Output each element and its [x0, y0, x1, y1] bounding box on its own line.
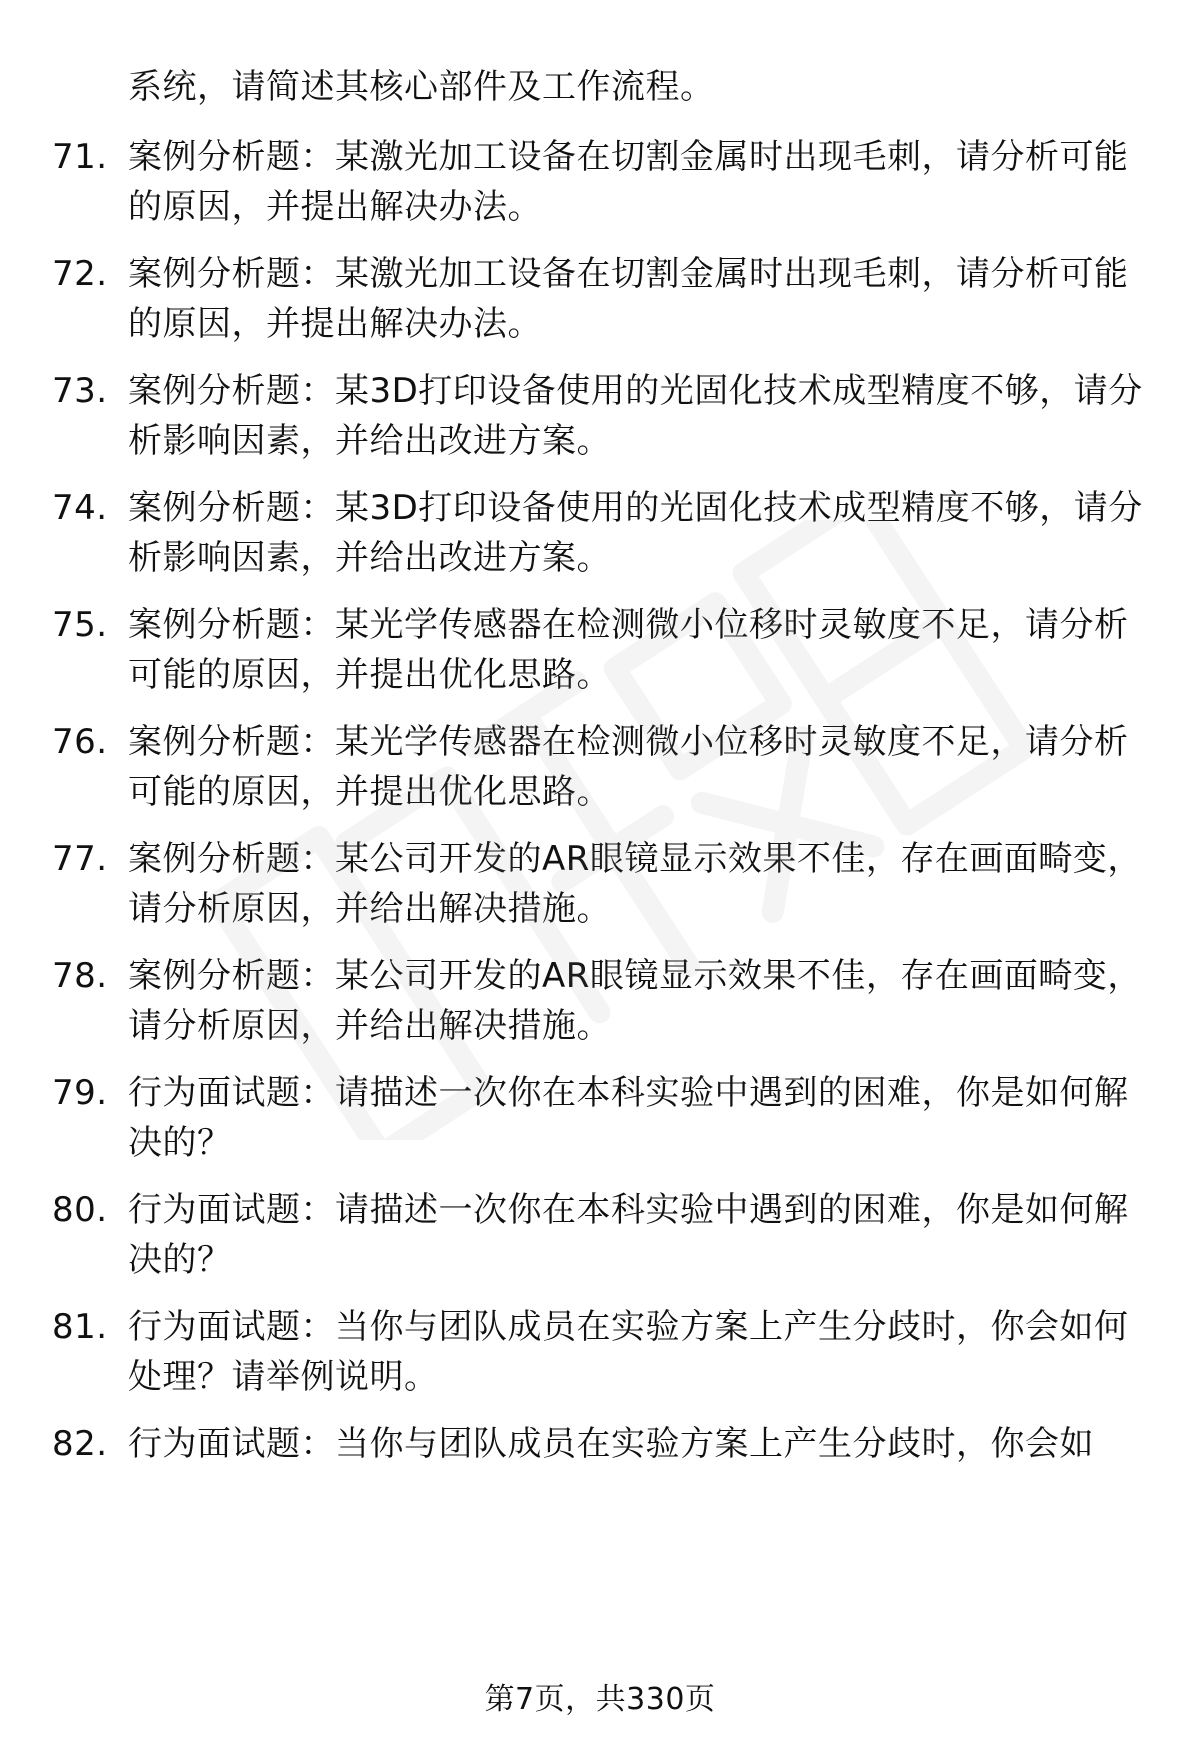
question-text: 案例分析题：某光学传感器在检测微小位移时灵敏度不足，请分析可能的原因，并提出优化思路。 — [128, 722, 1129, 812]
question-text: 案例分析题：某激光加工设备在切割金属时出现毛刺，请分析可能的原因，并提出解决办法。 — [128, 137, 1129, 227]
question-text: 行为面试题：当你与团队成员在实验方案上产生分歧时，你会如 — [128, 1424, 1094, 1464]
question-text: 案例分析题：某公司开发的AR眼镜显示效果不佳，存在画面畸变，请分析原因，并给出解决措施。 — [128, 839, 1142, 929]
question-text: 行为面试题：请描述一次你在本科实验中遇到的困难，你是如何解决的？ — [128, 1073, 1129, 1163]
question-text: 案例分析题：某3D打印设备使用的光固化技术成型精度不够，请分析影响因素，并给出改进方案。 — [128, 371, 1143, 461]
page-footer: 第7页，共330页 — [484, 1682, 716, 1717]
question-number: 72. — [52, 254, 108, 294]
question-text: 案例分析题：某光学传感器在检测微小位移时灵敏度不足，请分析可能的原因，并提出优化思路。 — [128, 605, 1129, 695]
question-number: 71. — [52, 137, 108, 177]
question-number: 80. — [52, 1190, 108, 1230]
question-text: 案例分析题：某3D打印设备使用的光固化技术成型精度不够，请分析影响因素，并给出改进方案。 — [128, 488, 1143, 578]
question-text: 行为面试题：请描述一次你在本科实验中遇到的困难，你是如何解决的？ — [128, 1190, 1129, 1280]
question-number: 76. — [52, 722, 108, 762]
question-number: 77. — [52, 839, 108, 879]
question-number: 73. — [52, 371, 108, 411]
continued-question-text: 系统，请简述其核心部件及工作流程。 — [128, 67, 715, 107]
question-number: 75. — [52, 605, 108, 645]
question-number: 79. — [52, 1073, 108, 1113]
question-number: 82. — [52, 1424, 108, 1464]
question-number: 78. — [52, 956, 108, 996]
question-number: 81. — [52, 1307, 108, 1347]
question-text: 行为面试题：当你与团队成员在实验方案上产生分歧时，你会如何处理？请举例说明。 — [128, 1307, 1129, 1397]
question-text: 案例分析题：某公司开发的AR眼镜显示效果不佳，存在画面畸变，请分析原因，并给出解决措施。 — [128, 956, 1142, 1046]
question-number: 74. — [52, 488, 108, 528]
question-text: 案例分析题：某激光加工设备在切割金属时出现毛刺，请分析可能的原因，并提出解决办法。 — [128, 254, 1129, 344]
